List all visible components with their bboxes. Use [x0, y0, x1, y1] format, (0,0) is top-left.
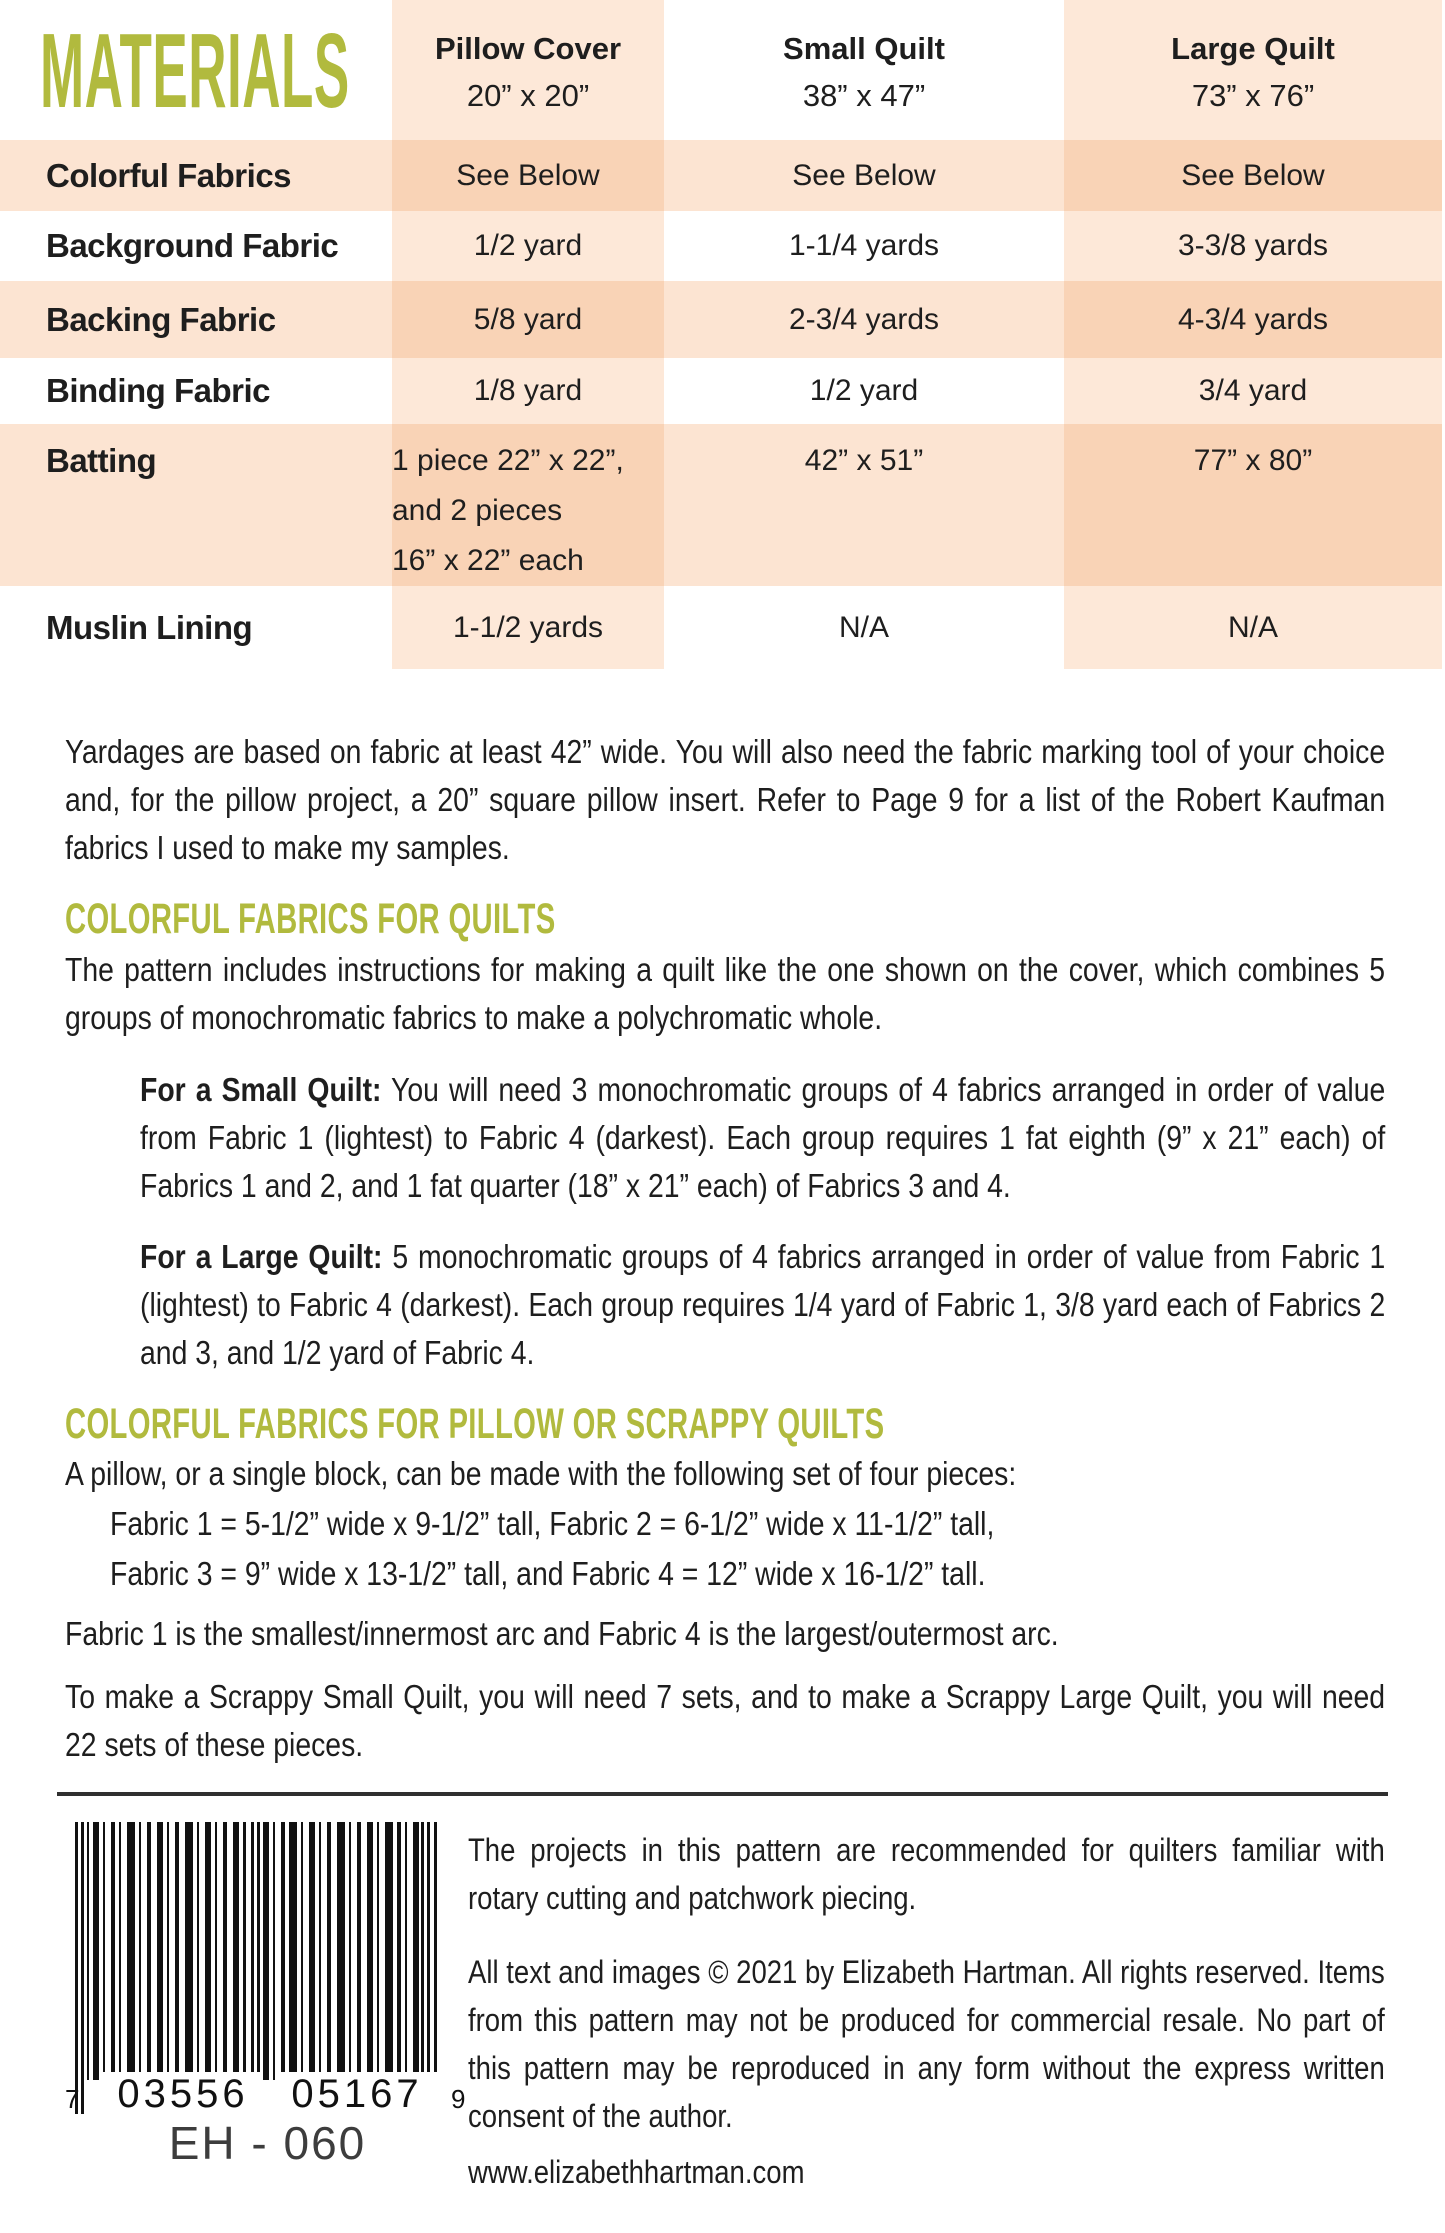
barcode-digit-right: 9: [451, 2084, 466, 2114]
cell-batting-small: 42” x 51”: [664, 424, 1064, 586]
cell-colorful-small: See Below: [664, 140, 1064, 211]
barcode-digit-group-1: 03556: [103, 2072, 263, 2114]
cell-background-pillow: 1/2 yard: [392, 211, 664, 281]
quilts-intro: The pattern includes instructions for making a quilt like the one shown on the cover, which combines 5 groups of monochromatic fabrics to make a polychromatic whole.: [65, 951, 1386, 1036]
row-label-background-fabric: Background Fabric: [46, 227, 339, 264]
pillow-intro: A pillow, or a single block, can be made with the following set of four pieces:: [65, 1455, 1017, 1492]
cell-muslin-large: N/A: [1064, 586, 1442, 669]
pattern-code: EH - 060: [168, 2117, 367, 2169]
cell-backing-pillow: 5/8 yard: [392, 281, 664, 358]
cell-muslin-small: N/A: [838, 610, 889, 644]
divider-rule: [57, 1792, 1388, 1796]
arc-note: Fabric 1 is the smallest/innermost arc and Fabric 4 is the largest/outermost arc.: [65, 1615, 1059, 1652]
cell-colorful-large: See Below: [1064, 140, 1442, 211]
cell-binding-pillow: 1/8 yard: [392, 358, 664, 424]
section-heading-pillow: COLORFUL FABRICS FOR PILLOW OR SCRAPPY QUILTS: [65, 1400, 885, 1448]
upc-barcode: [65, 1822, 470, 2122]
fabric-spec-line-1: Fabric 1 = 5-1/2” wide x 9-1/2” tall, Fabric 2 = 6-1/2” wide x 11-1/2” tall,: [110, 1505, 995, 1542]
barcode-bars: [75, 1822, 441, 2114]
copyright-note: All text and images © 2021 by Elizabeth Hartman. All rights reserved. Items from this pattern may not be produced for commercial resale. No part of this pattern may be reproduced in any form without the express written consent of the author.: [468, 1954, 1385, 2134]
row-label-colorful-fabrics: Colorful Fabrics: [0, 140, 392, 211]
small-quilt-paragraph: [140, 1066, 1385, 1210]
column-header-large-quilt: [1064, 0, 1442, 140]
page-title: MATERIALS: [40, 12, 350, 130]
section-heading-quilts: COLORFUL FABRICS FOR QUILTS: [65, 895, 556, 943]
column-header-small-quilt: [664, 0, 1064, 140]
row-label-backing-fabric: Backing Fabric: [0, 281, 392, 358]
cell-colorful-pillow: See Below: [392, 140, 664, 211]
scrappy-note: To make a Scrappy Small Quilt, you will need 7 sets, and to make a Scrappy Large Quilt, you will need 22 sets of these pieces.: [65, 1678, 1386, 1763]
cell-binding-large: 3/4 yard: [1064, 358, 1442, 424]
large-quilt-paragraph: [140, 1233, 1385, 1377]
column-header-pillow-cover: [392, 0, 664, 140]
batting-line-3: 16” x 22” each: [392, 544, 584, 577]
column-name: Pillow Cover: [434, 31, 622, 66]
fabric-spec-line-2: Fabric 3 = 9” wide x 13-1/2” tall, and Fabric 4 = 12” wide x 16-1/2” tall.: [110, 1555, 986, 1592]
column-name: Small Quilt: [783, 31, 945, 66]
cell-binding-small: 1/2 yard: [809, 374, 919, 407]
row-label-binding-fabric: Binding Fabric: [46, 372, 270, 409]
column-size: 73” x 76”: [1191, 78, 1315, 113]
batting-line-2: and 2 pieces: [392, 494, 563, 527]
large-quilt-text: 5 monochromatic groups of 4 fabrics arranged in order of value from Fabric 1 (lightest) to Fabric 4 (darkest). Each group requires 1/4 yard of Fabric 1, 3/8 yard each of Fabrics 2 and 3, and 1/2 yard of Fabric 4.: [140, 1238, 1386, 1371]
small-quilt-lead: For a Small Quilt:: [140, 1071, 382, 1108]
large-quilt-lead: For a Large Quilt:: [140, 1238, 383, 1275]
column-name: Large Quilt: [1171, 31, 1335, 66]
batting-line-1: 1 piece 22” x 22”,: [392, 444, 624, 477]
small-quilt-text: You will need 3 monochromatic groups of 4 fabrics arranged in order of value from Fabric 1 (lightest) to Fabric 4 (darkest). Each group requires 1 fat eighth (9” x 21” each) of Fabrics 1 and 2, and 1 fat quarter (18” x 21” each) of Fabrics 3 and 4.: [140, 1071, 1386, 1204]
cell-batting-pillow: [392, 424, 664, 586]
cell-batting-large: 77” x 80”: [1064, 424, 1442, 586]
cell-background-small: 1-1/4 yards: [788, 229, 940, 262]
barcode-digit-left: 7: [65, 2084, 80, 2114]
footer-text-column: [468, 1822, 1385, 2196]
yardage-note: Yardages are based on fabric at least 42” wide. You will also need the fabric marking tool of your choice and, for the pillow project, a 20” square pillow insert. Refer to Page 9 for a list of the Robert Kaufman fabrics I used to make my samples.: [65, 733, 1386, 866]
recommendation-note: The projects in this pattern are recommended for quilters familiar with rotary cutting and patchwork piecing.: [468, 1832, 1385, 1916]
column-size: 38” x 47”: [802, 78, 926, 113]
cell-backing-small: 2-3/4 yards: [664, 281, 1064, 358]
row-label-batting: Batting: [0, 424, 392, 586]
column-size: 20” x 20”: [466, 78, 590, 113]
barcode-digit-group-2: 05167: [277, 2072, 437, 2114]
cell-muslin-pillow: 1-1/2 yards: [392, 586, 664, 669]
row-label-muslin-lining: Muslin Lining: [46, 608, 253, 646]
cell-background-large: 3-3/8 yards: [1064, 211, 1442, 281]
cell-backing-large: 4-3/4 yards: [1064, 281, 1442, 358]
website-url: www.elizabethhartman.com: [468, 2154, 805, 2190]
